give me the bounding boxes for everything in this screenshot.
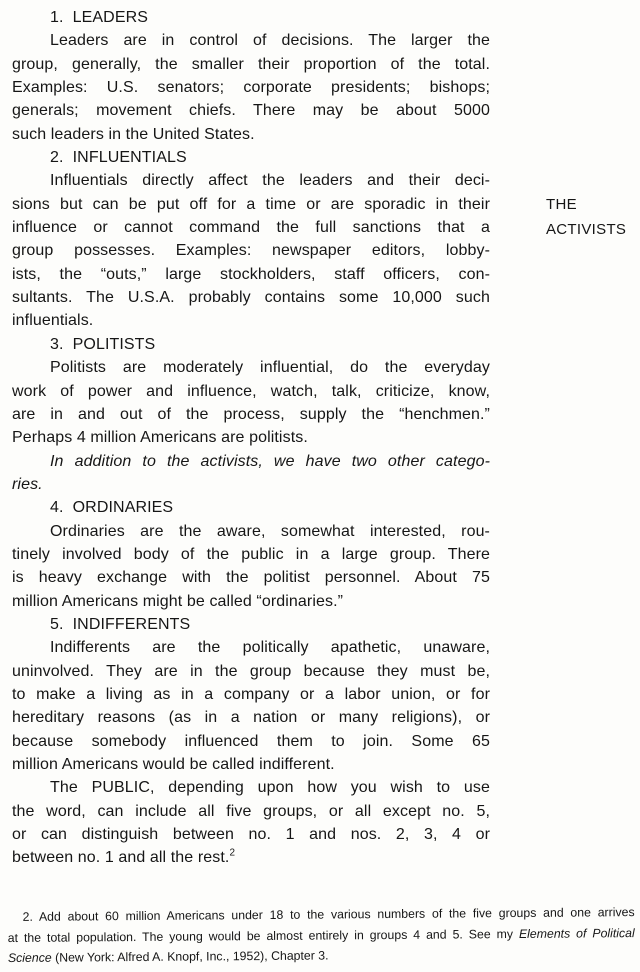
- section-2-heading: 2. INFLUENTIALS: [50, 149, 187, 167]
- section-1-line: generals; movement chiefs. There may be about 5000: [12, 102, 490, 120]
- section-5-line: because somebody influenced them to join. Some 65: [12, 732, 490, 750]
- section-2-line: sultants. The U.S.A. probably contains some 10,000 such: [12, 289, 490, 307]
- section-5-heading: 5. INDIFFERENTS: [50, 615, 191, 633]
- section-2-line: sions but can be put off for a time or are sporadic in their: [12, 195, 490, 213]
- footnote-reference-marker: 2: [229, 848, 236, 860]
- margin-note-line: ACTIVISTS: [546, 220, 627, 238]
- section-2-line: influence or cannot command the full sanctions that a: [12, 219, 490, 237]
- section-2-line: Influentials directly affect the leaders and their deci-: [50, 172, 490, 190]
- footnote-line: 2. Add about 60 million Americans under 18 to the various numbers of the five groups and one arrives: [22, 905, 635, 924]
- footnote-book-title-part1: Elements of Political: [518, 925, 635, 941]
- section-4-line: is heavy exchange with the politist personnel. About 75: [12, 569, 490, 587]
- section-1-line: such leaders in the United States.: [12, 125, 255, 143]
- section-1-line: Leaders are in control of decisions. The larger the: [50, 32, 490, 50]
- section-1-line: group, generally, the smaller their proportion of the total.: [12, 55, 490, 73]
- section-3-line: Politists are moderately influential, do the everyday: [50, 359, 490, 377]
- section-5-line: hereditary reasons (as in a nation or many religions), or: [12, 709, 490, 727]
- transition-line: ries.: [12, 475, 43, 493]
- section-1-heading: 1. LEADERS: [50, 9, 149, 26]
- section-2-line: ists, the “outs,” large stockholders, staff officers, con-: [12, 265, 490, 283]
- section-4-line: Ordinaries are the aware, somewhat interested, rou-: [50, 522, 490, 540]
- footnote: [8, 902, 635, 968]
- margin-note-line: THE: [546, 196, 577, 213]
- footnote-text: (New York: Alfred A. Knopf, Inc., 1952), Chapter 3.: [51, 948, 329, 965]
- main-text-column: [12, 6, 490, 870]
- section-3-line: Perhaps 4 million Americans are politists.: [12, 429, 308, 447]
- section-1-line: Examples: U.S. senators; corporate presidents; bishops;: [12, 79, 490, 97]
- closing-line: The PUBLIC, depending upon how you wish to use: [50, 779, 490, 797]
- section-3-line: work of power and influence, watch, talk, criticize, know,: [12, 382, 490, 400]
- section-2-line: influentials.: [12, 312, 94, 330]
- section-5-line: uninvolved. They are in the group because they must be,: [12, 662, 490, 680]
- section-2-line: group possesses. Examples: newspaper editors, lobby-: [12, 242, 490, 260]
- section-4-line: tinely involved body of the public in a large group. There: [12, 545, 490, 563]
- transition-line: In addition to the activists, we have two other catego-: [50, 452, 490, 470]
- footnote-text: at the total population. The young would be almost entirely in groups 4 and 5. See my: [7, 926, 519, 945]
- section-3-heading: 3. POLITISTS: [50, 335, 156, 353]
- footnote-book-title-part2: Science: [7, 950, 52, 966]
- closing-line: the word, can include all five groups, or all except no. 5,: [12, 802, 490, 820]
- section-5-line: Indifferents are the politically apathetic, unaware,: [50, 639, 490, 657]
- section-4-heading: 4. ORDINARIES: [50, 499, 174, 517]
- closing-line: or can distinguish between no. 1 and nos. 2, 3, 4 or: [12, 826, 490, 844]
- margin-note-the-activists: [546, 193, 626, 242]
- footnote-line: [8, 943, 635, 968]
- closing-line-text: between no. 1 and all the rest.: [12, 849, 230, 867]
- closing-line: [12, 846, 490, 869]
- section-5-line: to make a living as in a company or a labor union, or for: [12, 685, 490, 703]
- section-3-line: are in and out of the process, supply the “henchmen.”: [12, 405, 490, 423]
- section-4-line: million Americans might be called “ordinaries.”: [12, 592, 344, 610]
- section-5-line: million Americans would be called indifferent.: [12, 756, 335, 773]
